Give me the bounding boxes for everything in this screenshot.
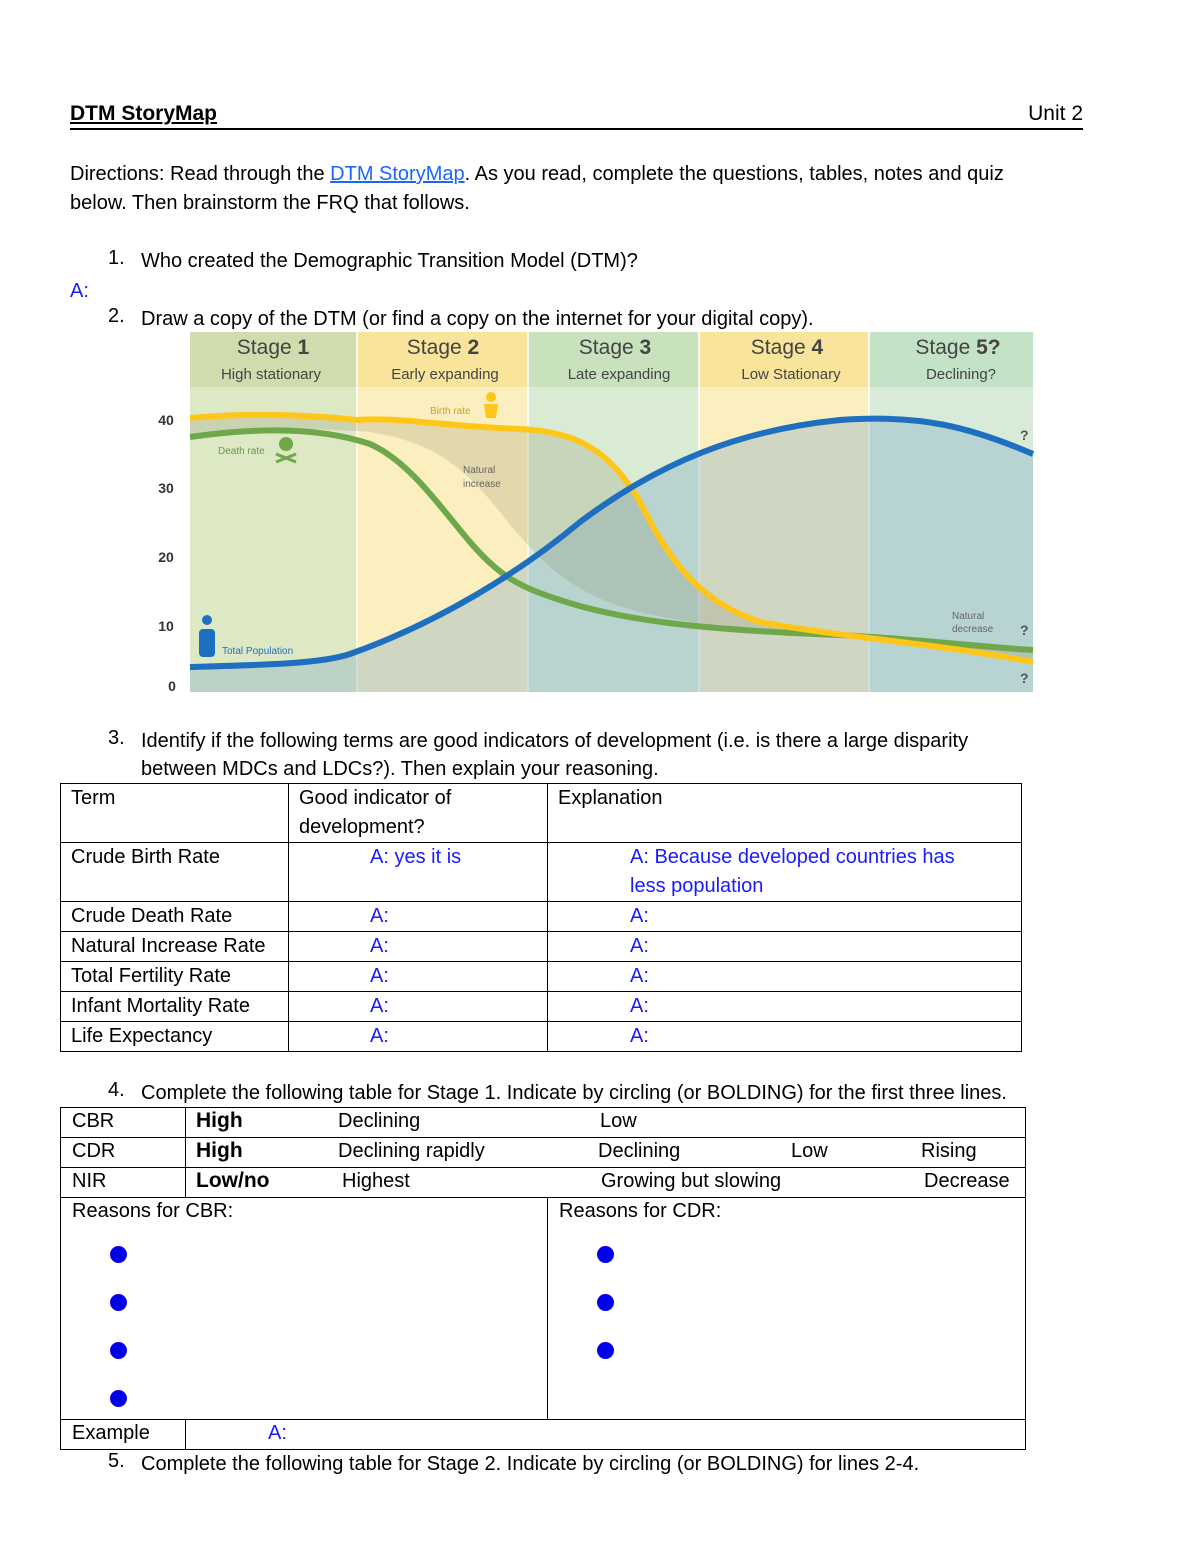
y-tick-40: 40 bbox=[158, 412, 174, 428]
term-cell: Infant Mortality Rate bbox=[61, 992, 289, 1022]
header-bar bbox=[70, 100, 1083, 130]
natural-increase-label-1: Natural bbox=[463, 465, 496, 476]
stage-5-label: Declining? bbox=[925, 366, 997, 383]
birth-rate-label: Birth rate bbox=[430, 406, 471, 417]
question-4-text: Complete the following table for Stage 1. Indicate by circling (or BOLDING) for the first three lines. bbox=[141, 1082, 1007, 1104]
question-3-number: 3. bbox=[108, 727, 125, 749]
stage-2-label: Early expanding bbox=[391, 366, 499, 383]
cdr-option-declining[interactable]: Declining bbox=[598, 1140, 681, 1162]
y-tick-30: 30 bbox=[158, 480, 174, 496]
question-3 bbox=[0, 727, 1200, 787]
cdr-option-declining-rapidly[interactable]: Declining rapidly bbox=[338, 1140, 485, 1162]
y-tick-10: 10 bbox=[158, 618, 174, 634]
indicator-answer[interactable]: A: bbox=[289, 902, 548, 932]
bullet-icon bbox=[597, 1294, 614, 1311]
question-2-number: 2. bbox=[108, 305, 125, 327]
y-tick-20: 20 bbox=[158, 549, 174, 565]
term-cell: Natural Increase Rate bbox=[61, 932, 289, 962]
indicator-answer[interactable]: A: yes it is bbox=[289, 843, 548, 902]
question-4 bbox=[0, 1079, 1200, 1109]
explanation-answer[interactable]: A: bbox=[548, 992, 1022, 1022]
example-label: Example bbox=[72, 1422, 150, 1444]
table-row bbox=[61, 902, 1022, 932]
indicator-answer[interactable]: A: bbox=[289, 1022, 548, 1052]
skull-icon bbox=[279, 437, 293, 451]
term-cell: Crude Birth Rate bbox=[61, 843, 289, 902]
person-icon bbox=[202, 615, 212, 625]
bullet-icon bbox=[597, 1246, 614, 1263]
table-row bbox=[61, 992, 1022, 1022]
baby-icon bbox=[486, 392, 496, 402]
cbr-option-high[interactable]: High bbox=[196, 1109, 243, 1132]
table-row bbox=[61, 962, 1022, 992]
question-1 bbox=[0, 247, 1200, 277]
nir-label: NIR bbox=[72, 1170, 107, 1192]
bullet-icon bbox=[110, 1342, 127, 1359]
cdr-option-low[interactable]: Low bbox=[791, 1140, 828, 1162]
storymap-link[interactable]: DTM StoryMap bbox=[330, 163, 465, 185]
natural-increase-label-2: increase bbox=[463, 479, 501, 490]
explanation-answer[interactable]: A: bbox=[548, 902, 1022, 932]
table-row bbox=[61, 843, 1022, 902]
table-row bbox=[61, 932, 1022, 962]
question-mark-2: ? bbox=[1020, 622, 1029, 638]
header-explanation: Explanation bbox=[548, 784, 1022, 843]
stage-4-title: Stage 4 bbox=[750, 336, 824, 359]
cdr-option-rising[interactable]: Rising bbox=[921, 1140, 977, 1162]
example-answer[interactable]: A: bbox=[268, 1422, 287, 1444]
question-2-text: Draw a copy of the DTM (or find a copy on the internet for your digital copy). bbox=[141, 308, 814, 330]
nir-option-low-no[interactable]: Low/no bbox=[196, 1169, 270, 1192]
question-mark-1: ? bbox=[1020, 427, 1029, 443]
explanation-answer[interactable]: A: Because developed countries has less population bbox=[548, 843, 1022, 902]
reasons-cbr-label: Reasons for CBR: bbox=[72, 1200, 234, 1222]
explanation-answer[interactable]: A: bbox=[548, 932, 1022, 962]
y-tick-0: 0 bbox=[168, 678, 176, 694]
stage-1-label: High stationary bbox=[220, 366, 322, 383]
indicator-answer[interactable]: A: bbox=[289, 992, 548, 1022]
nir-option-growing-but-slowing[interactable]: Growing but slowing bbox=[601, 1170, 782, 1192]
indicator-answer[interactable]: A: bbox=[289, 932, 548, 962]
natural-decrease-label-1: Natural bbox=[952, 611, 985, 622]
reasons-cdr-label: Reasons for CDR: bbox=[559, 1200, 722, 1222]
indicator-table bbox=[60, 783, 1022, 1052]
term-cell: Total Fertility Rate bbox=[61, 962, 289, 992]
explanation-answer[interactable]: A: bbox=[548, 962, 1022, 992]
directions-suffix: . As you read, complete the questions, tables, notes and quiz bbox=[464, 163, 1004, 185]
cbr-option-low[interactable]: Low bbox=[600, 1110, 637, 1132]
bullet-icon bbox=[110, 1390, 127, 1407]
question-5-number: 5. bbox=[108, 1450, 125, 1472]
stage-2-title: Stage 2 bbox=[406, 336, 480, 359]
question-3-text: Identify if the following terms are good indicators of development (i.e. is there a large disparity bbox=[141, 730, 969, 752]
directions-line2: below. Then brainstorm the FRQ that follows. bbox=[70, 192, 470, 214]
cbr-option-declining[interactable]: Declining bbox=[338, 1110, 421, 1132]
nir-option-highest[interactable]: Highest bbox=[342, 1170, 410, 1192]
stage-4-label: Low Stationary bbox=[741, 366, 841, 383]
term-cell: Crude Death Rate bbox=[61, 902, 289, 932]
cbr-label: CBR bbox=[72, 1110, 115, 1132]
table-row bbox=[61, 1022, 1022, 1052]
header-term: Term bbox=[61, 784, 289, 843]
indicator-answer[interactable]: A: bbox=[289, 962, 548, 992]
stage1-table bbox=[60, 1107, 1026, 1450]
stage-3-title: Stage 3 bbox=[578, 336, 652, 359]
death-rate-label: Death rate bbox=[218, 446, 265, 457]
cdr-option-high[interactable]: High bbox=[196, 1139, 243, 1162]
cdr-label: CDR bbox=[72, 1140, 116, 1162]
dtm-diagram bbox=[140, 332, 1040, 694]
directions-prefix: Directions: Read through the bbox=[70, 163, 331, 185]
question-3-text-2: between MDCs and LDCs?). Then explain your reasoning. bbox=[141, 758, 659, 780]
bullet-icon bbox=[110, 1294, 127, 1311]
explanation-answer[interactable]: A: bbox=[548, 1022, 1022, 1052]
question-1-text: Who created the Demographic Transition Model (DTM)? bbox=[141, 250, 638, 272]
question-mark-3: ? bbox=[1020, 670, 1029, 686]
unit-label: Unit 2 bbox=[1028, 102, 1083, 125]
question-5 bbox=[0, 1450, 1200, 1480]
natural-decrease-label-2: decrease bbox=[952, 624, 994, 635]
directions bbox=[70, 160, 1004, 218]
answer-1[interactable]: A: bbox=[70, 280, 89, 302]
term-cell: Life Expectancy bbox=[61, 1022, 289, 1052]
stage-1-title: Stage 1 bbox=[236, 336, 310, 359]
stage-3-label: Late expanding bbox=[567, 366, 671, 383]
nir-option-decrease[interactable]: Decrease bbox=[924, 1170, 1010, 1192]
question-2 bbox=[0, 305, 1200, 335]
header-indicator: Good indicator of development? bbox=[289, 784, 548, 843]
page-title: DTM StoryMap bbox=[70, 102, 217, 125]
total-population-label: Total Population bbox=[222, 646, 294, 657]
question-5-text: Complete the following table for Stage 2. Indicate by circling (or BOLDING) for lines 2-4. bbox=[141, 1453, 920, 1475]
bullet-icon bbox=[597, 1342, 614, 1359]
table-header-row bbox=[61, 784, 1022, 843]
stage-5-title: Stage 5? bbox=[915, 336, 1001, 359]
question-1-number: 1. bbox=[108, 247, 125, 269]
question-4-number: 4. bbox=[108, 1079, 125, 1101]
bullet-icon bbox=[110, 1246, 127, 1263]
